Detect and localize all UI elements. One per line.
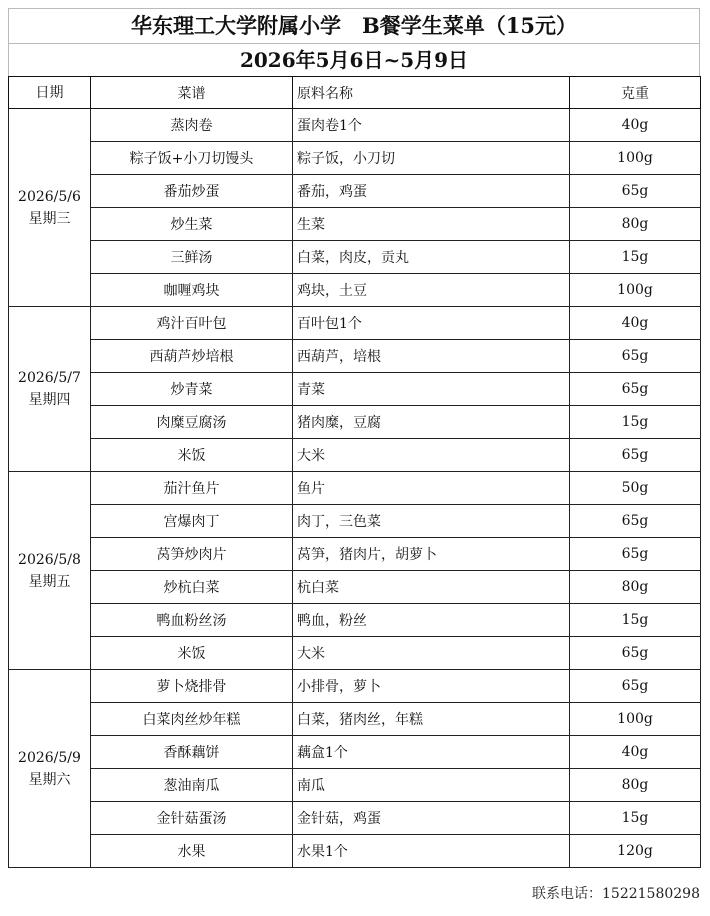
- table-row: [9, 109, 701, 142]
- weight-cell: 100g: [570, 274, 701, 307]
- table-row: [9, 835, 701, 868]
- table-header-row: [9, 77, 701, 109]
- dish-cell: 炒杭白菜: [91, 571, 293, 604]
- ingredients-cell: 大米: [293, 637, 570, 670]
- menu-table: [8, 76, 701, 868]
- dish-cell: 白菜肉丝炒年糕: [91, 703, 293, 736]
- day-cell: [9, 670, 91, 868]
- column-header-ingredients: 原料名称: [293, 77, 570, 109]
- date-range-subtitle: 2026年5月6日~5月9日: [8, 43, 700, 76]
- dish-cell: 炒青菜: [91, 373, 293, 406]
- weight-cell: 65g: [570, 340, 701, 373]
- page-title: 华东理工大学附属小学 B餐学生菜单（15元）: [8, 8, 700, 43]
- ingredients-cell: 蛋肉卷1个: [293, 109, 570, 142]
- ingredients-cell: 西葫芦，培根: [293, 340, 570, 373]
- ingredients-cell: 小排骨，萝卜: [293, 670, 570, 703]
- ingredients-cell: 青菜: [293, 373, 570, 406]
- weight-cell: 65g: [570, 670, 701, 703]
- weight-cell: 15g: [570, 406, 701, 439]
- dish-cell: 宫爆肉丁: [91, 505, 293, 538]
- ingredients-cell: 百叶包1个: [293, 307, 570, 340]
- dish-cell: 炒生菜: [91, 208, 293, 241]
- table-row: [9, 736, 701, 769]
- table-row: [9, 340, 701, 373]
- table-row: [9, 208, 701, 241]
- weight-cell: 15g: [570, 604, 701, 637]
- weight-cell: 80g: [570, 571, 701, 604]
- weight-cell: 40g: [570, 736, 701, 769]
- day-weekday: 星期四: [28, 392, 71, 408]
- table-row: [9, 175, 701, 208]
- column-header-dish: 菜谱: [91, 77, 293, 109]
- ingredients-cell: 肉丁，三色菜: [293, 505, 570, 538]
- weight-cell: 50g: [570, 472, 701, 505]
- table-row: [9, 769, 701, 802]
- dish-cell: 葱油南瓜: [91, 769, 293, 802]
- menu-sheet: [8, 8, 700, 868]
- table-row: [9, 505, 701, 538]
- table-row: [9, 703, 701, 736]
- table-row: [9, 142, 701, 175]
- day-date: 2026/5/6: [18, 188, 81, 205]
- dish-cell: 茄汁鱼片: [91, 472, 293, 505]
- column-header-date: 日期: [9, 77, 91, 109]
- ingredients-cell: 白菜，猪肉丝，年糕: [293, 703, 570, 736]
- table-row: [9, 274, 701, 307]
- table-row: [9, 802, 701, 835]
- table-row: [9, 538, 701, 571]
- ingredients-cell: 生菜: [293, 208, 570, 241]
- weight-cell: 65g: [570, 637, 701, 670]
- ingredients-cell: 金针菇，鸡蛋: [293, 802, 570, 835]
- day-date: 2026/5/9: [18, 749, 81, 766]
- weight-cell: 65g: [570, 439, 701, 472]
- column-header-weight: 克重: [570, 77, 701, 109]
- day-cell: [9, 472, 91, 670]
- dish-cell: 金针菇蛋汤: [91, 802, 293, 835]
- day-weekday: 星期五: [28, 573, 71, 590]
- ingredients-cell: 藕盒1个: [293, 736, 570, 769]
- weight-cell: 65g: [570, 538, 701, 571]
- ingredients-cell: 杭白菜: [293, 571, 570, 604]
- dish-cell: 西葫芦炒培根: [91, 340, 293, 373]
- day-date: 2026/5/8: [18, 551, 81, 568]
- day-cell: [9, 307, 91, 472]
- table-row: [9, 307, 701, 340]
- ingredients-cell: 白菜，肉皮，贡丸: [293, 241, 570, 274]
- table-row: [9, 373, 701, 406]
- weight-cell: 65g: [570, 373, 701, 406]
- weight-cell: 15g: [570, 241, 701, 274]
- table-row: [9, 670, 701, 703]
- day-cell: [9, 109, 91, 307]
- ingredients-cell: 大米: [293, 439, 570, 472]
- day-weekday: 星期三: [28, 210, 71, 227]
- day-date: 2026/5/7: [18, 370, 81, 386]
- weight-cell: 15g: [570, 802, 701, 835]
- ingredients-cell: 莴笋，猪肉片，胡萝卜: [293, 538, 570, 571]
- table-row: [9, 472, 701, 505]
- dish-cell: 萝卜烧排骨: [91, 670, 293, 703]
- weight-cell: 65g: [570, 175, 701, 208]
- dish-cell: 肉糜豆腐汤: [91, 406, 293, 439]
- weight-cell: 40g: [570, 109, 701, 142]
- dish-cell: 鸭血粉丝汤: [91, 604, 293, 637]
- ingredients-cell: 鸡块，土豆: [293, 274, 570, 307]
- day-weekday: 星期六: [28, 771, 71, 788]
- table-row: [9, 571, 701, 604]
- ingredients-cell: 鸭血，粉丝: [293, 604, 570, 637]
- table-row: [9, 241, 701, 274]
- ingredients-cell: 水果1个: [293, 835, 570, 868]
- dish-cell: 咖喱鸡块: [91, 274, 293, 307]
- ingredients-cell: 南瓜: [293, 769, 570, 802]
- dish-cell: 莴笋炒肉片: [91, 538, 293, 571]
- weight-cell: 120g: [570, 835, 701, 868]
- dish-cell: 米饭: [91, 637, 293, 670]
- ingredients-cell: 猪肉糜，豆腐: [293, 406, 570, 439]
- weight-cell: 100g: [570, 142, 701, 175]
- dish-cell: 粽子饭+小刀切馒头: [91, 142, 293, 175]
- dish-cell: 蒸肉卷: [91, 109, 293, 142]
- dish-cell: 米饭: [91, 439, 293, 472]
- contact-phone: 联系电话：15221580298: [532, 886, 700, 902]
- weight-cell: 80g: [570, 208, 701, 241]
- weight-cell: 80g: [570, 769, 701, 802]
- weight-cell: 65g: [570, 505, 701, 538]
- dish-cell: 三鲜汤: [91, 241, 293, 274]
- dish-cell: 香酥藕饼: [91, 736, 293, 769]
- dish-cell: 番茄炒蛋: [91, 175, 293, 208]
- dish-cell: 鸡汁百叶包: [91, 307, 293, 340]
- table-row: [9, 637, 701, 670]
- dish-cell: 水果: [91, 835, 293, 868]
- weight-cell: 100g: [570, 703, 701, 736]
- weight-cell: 40g: [570, 307, 701, 340]
- menu-body: [9, 109, 701, 868]
- ingredients-cell: 番茄，鸡蛋: [293, 175, 570, 208]
- ingredients-cell: 鱼片: [293, 472, 570, 505]
- table-row: [9, 604, 701, 637]
- ingredients-cell: 粽子饭，小刀切: [293, 142, 570, 175]
- table-row: [9, 406, 701, 439]
- table-row: [9, 439, 701, 472]
